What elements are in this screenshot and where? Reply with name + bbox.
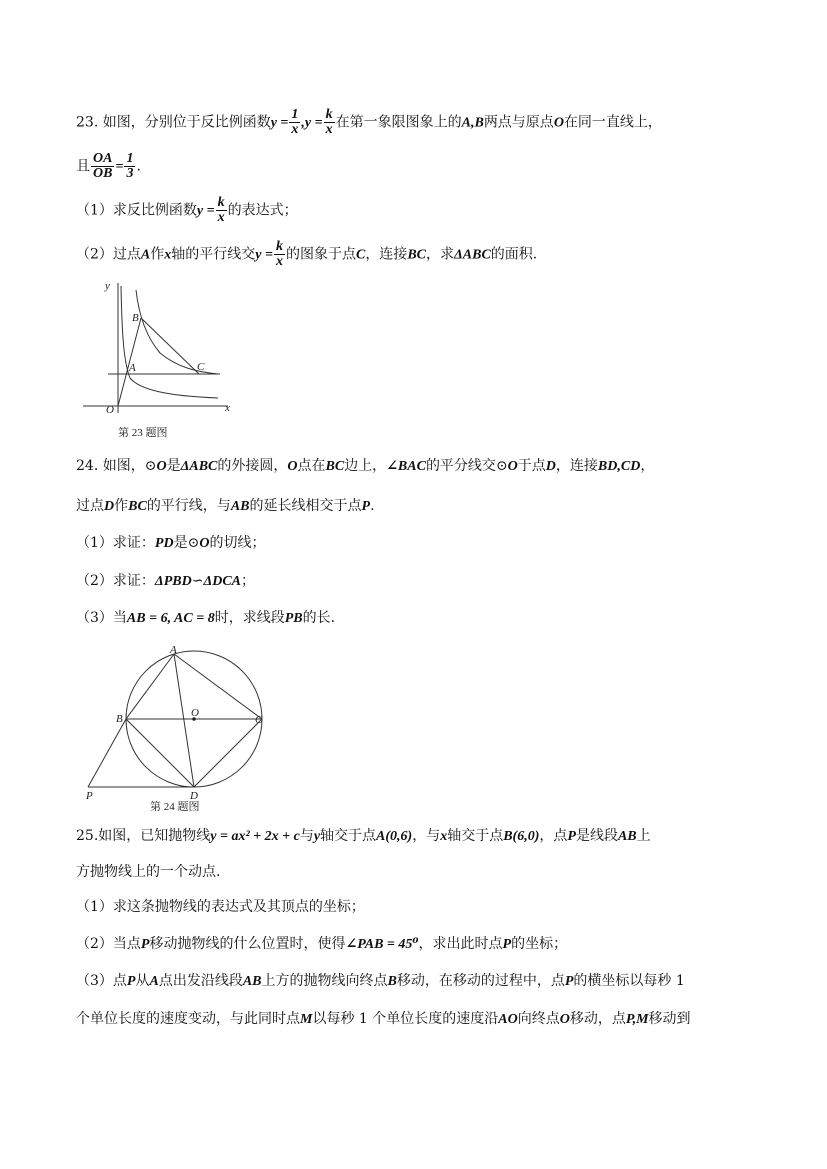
curve-1-over-x — [121, 286, 218, 398]
q25-line2: 方抛物线上的一个动点. — [76, 864, 221, 880]
q24-part2: （2）求证：ΔPBD∽ΔDCA； — [76, 573, 256, 589]
label-C: C — [197, 361, 205, 373]
label-x: x — [225, 402, 230, 414]
q25-part3-cont: 个单位长度的速度变动，与此同时点M以每秒 1 个单位长度的速度沿AO向终点O移动，点P,M移动到 — [76, 1011, 691, 1027]
label-C: C — [255, 714, 263, 726]
q23-part1: （1）求反比例函数y = $\frac{k}{x}$ 的表达式； — [76, 195, 298, 225]
q23-line2: 且 $\frac{OA}{OB}$ = $\frac{1}{3}$ . — [76, 151, 141, 181]
q24-line1: 24. 如图，⊙O是ΔABC的外接圆，O点在BC边上，∠BAC的平分线交⊙O于点D，连接BD,CD， — [76, 458, 655, 474]
segment-AD — [174, 654, 194, 787]
segment-AC — [174, 654, 262, 719]
label-B: B — [132, 312, 139, 324]
q24-figure-caption: 第 24 题图 — [150, 801, 200, 813]
label-D: D — [190, 790, 198, 802]
label-y: y — [105, 280, 110, 292]
segment-AB — [126, 654, 174, 719]
label-A: A — [170, 644, 177, 656]
q25-line1: 25.如图，已知抛物线y = ax² + 2x + c与y轴交于点A(0,6)，与x轴交于点B(6,0)，点P是线段AB上 — [76, 828, 651, 844]
q25-part1: （1）求这条抛物线的表达式及其顶点的坐标； — [76, 899, 365, 915]
q23-func2-fraction: $\frac{k}{x}$ — [325, 107, 333, 137]
q23-lead: 23. 如图，分别位于反比例函数 — [76, 114, 271, 131]
segment-PB — [88, 719, 126, 787]
q23-line1: 23. 如图，分别位于反比例函数y = $\frac{1}{x}$ ,y = $\frac{k}{x}$ 在第一象限图象上的A,B两点与原点O在同一直线上， — [76, 107, 662, 137]
q23-ratio-value: $\frac{1}{3}$ — [126, 151, 134, 181]
q23-figure-caption: 第 23 题图 — [118, 427, 168, 439]
q23-func2-y: y = — [304, 115, 323, 131]
q23-func1-fraction: $\frac{1}{x}$ — [291, 107, 299, 137]
q24-line2: 过点D作BC的平行线，与AB的延长线相交于点P. — [76, 498, 375, 514]
q23-part2: （2）过点A作x轴的平行线交y = $\frac{k}{x}$ 的图象于点C，连接BC，求ΔABC的面积. — [76, 239, 538, 269]
q25-part3: （3）点P从A点出发沿线段AB上方的抛物线向终点B移动，在移动的过程中，点P的横坐标以每秒 1 — [76, 973, 685, 989]
q23-figure — [78, 278, 238, 447]
segment-BD — [126, 719, 194, 787]
q23-ratio-fraction: $\frac{OA}{OB}$ — [93, 151, 113, 181]
label-P: P — [86, 790, 93, 802]
label-B: B — [116, 713, 123, 725]
q24-part1: （1）求证：PD是⊙O的切线； — [76, 535, 266, 551]
label-A: A — [129, 362, 136, 374]
curve-k-over-x — [136, 290, 218, 374]
q24-part3: （3）当AB = 6, AC = 8时，求线段PB的长. — [76, 610, 336, 626]
label-O: O — [191, 707, 199, 719]
label-O: O — [106, 404, 114, 416]
q23-func1-y: y = — [270, 115, 289, 131]
segment-BC — [141, 318, 199, 374]
q25-part2: （2）当点P移动抛物线的什么位置时，使得∠PAB = 45⁰，求出此时点P的坐标； — [76, 936, 568, 952]
q24-figure — [82, 644, 282, 820]
segment-CD — [194, 719, 262, 787]
